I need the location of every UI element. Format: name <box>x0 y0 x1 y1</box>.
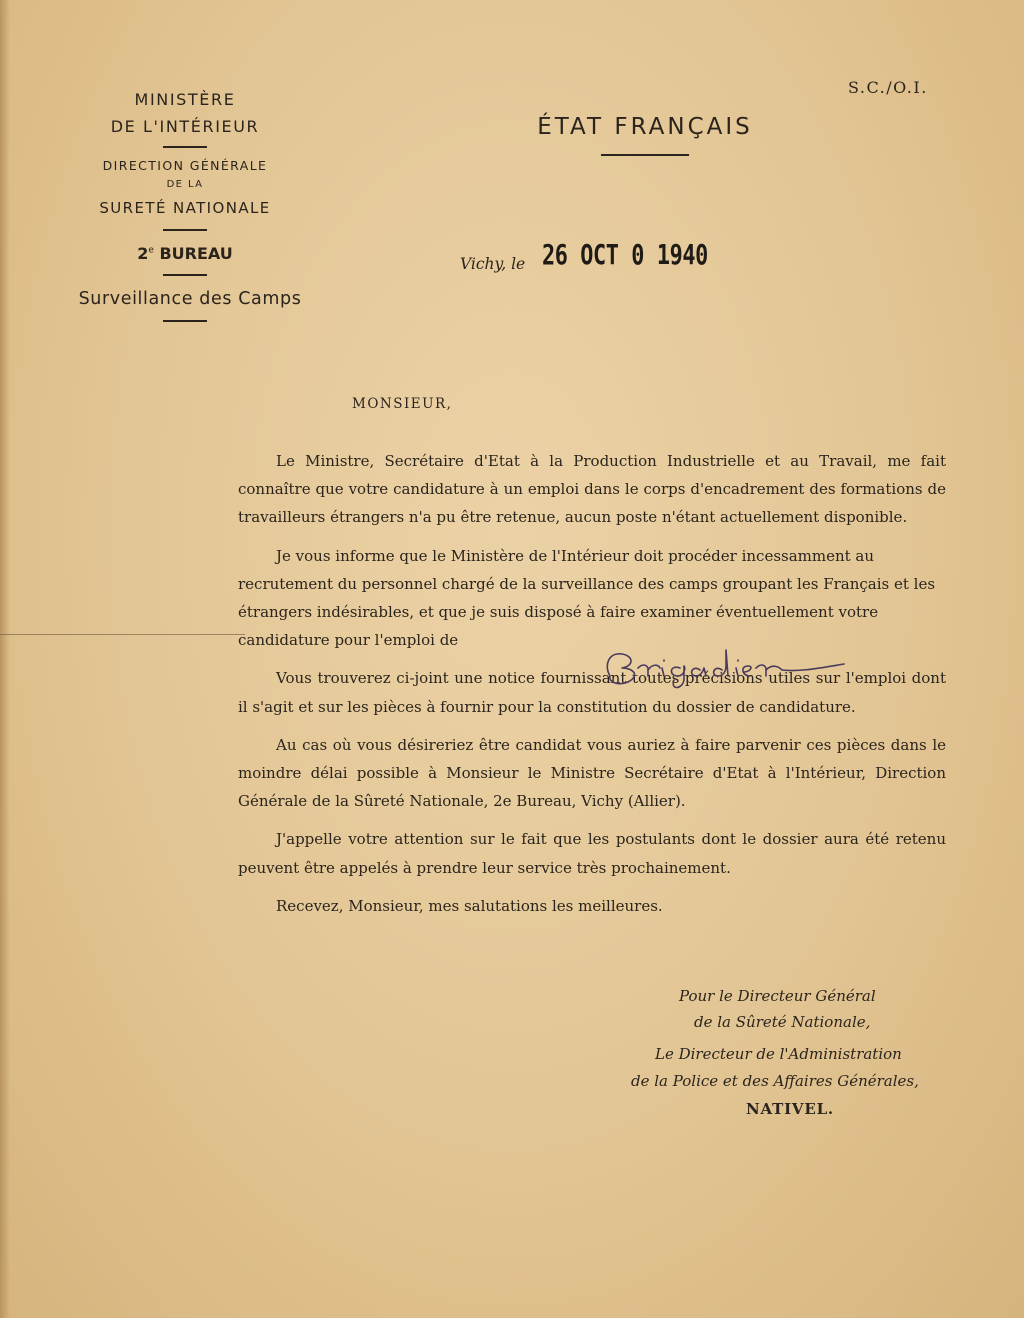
letterhead-rule <box>163 320 207 322</box>
letter-salutation: MONSIEUR, <box>352 396 453 412</box>
direction-line1: DIRECTION GÉNÉRALE <box>102 158 268 173</box>
bureau-label <box>60 244 310 263</box>
letterhead-rule <box>163 274 207 276</box>
direction-line3: SURETÉ NATIONALE <box>99 199 271 217</box>
service-name: Surveillance des Camps <box>78 289 302 309</box>
signature-line4: de la Police et des Affaires Générales, <box>631 1072 919 1090</box>
signature-line3: Le Directeur de l'Administration <box>655 1045 902 1063</box>
handwritten-position <box>600 646 850 692</box>
paper-edge <box>0 0 10 1318</box>
paragraph-2-text: Je vous informe que le Ministère de l'Intérieur doit procéder incessamment au recrutement du personnel chargé de la surveillance des camps groupant les Français et les étrangers indésirables, et que je suis disposé à faire examiner éventuellement votre candidature pour l'emploi de <box>238 546 936 650</box>
bureau-word: BUREAU <box>159 244 233 263</box>
direction-line2: DE LA <box>166 179 204 190</box>
ministry-line1: MINISTÈRE <box>134 90 236 109</box>
paragraph-4: Au cas où vous désireriez être candidat vous auriez à faire parvenir ces pièces dans le moindre délai possible à Monsieur le Ministre Secrétaire d'Etat à l'Intérieur, Direction Générale de la Sûreté Nationale, 2e Bureau, Vichy (Allier). <box>238 735 946 811</box>
closing-line: Recevez, Monsieur, mes salutations les meilleures. <box>276 896 663 915</box>
letterhead-rule <box>163 146 207 148</box>
paragraph-2 <box>238 542 946 655</box>
letterhead-rule <box>163 229 207 231</box>
reference-code: S.C./O.I. <box>848 78 928 97</box>
signatory-name: NATIVEL. <box>746 1100 834 1118</box>
signature-line2: de la Sûreté Nationale, <box>694 1013 871 1031</box>
date-stamp: 26 OCT 0 1940 <box>542 238 708 271</box>
title-rule <box>601 154 689 156</box>
state-title: ÉTAT FRANÇAIS <box>537 114 753 140</box>
ministry-line2: DE L'INTÉRIEUR <box>110 117 260 136</box>
paragraph-5: J'appelle votre attention sur le fait que les postulants dont le dossier aura été retenu peuvent être appelés à prendre leur service très prochainement. <box>238 830 946 877</box>
paper-crease <box>0 634 245 635</box>
paragraph-1: Le Ministre, Secrétaire d'Etat à la Production Industrielle et au Travail, me fait connaître que votre candidature à un emploi dans le corps d'encadrement des formations de travailleurs étrangers n'a pu être retenue, aucun poste n'étant actuellement disponible. <box>238 452 946 527</box>
paragraph-3: Vous trouverez ci-joint une notice fournissant toutes précisions utiles sur l'emploi dont il s'agit et sur les pièces à fournir pour la constitution du dossier de candidature. <box>238 669 946 716</box>
signature-line1: Pour le Directeur Général <box>679 987 876 1005</box>
bureau-suffix: e <box>148 245 154 256</box>
bureau-number: 2 <box>137 244 149 263</box>
place-prefix: Vichy, le <box>460 255 526 273</box>
